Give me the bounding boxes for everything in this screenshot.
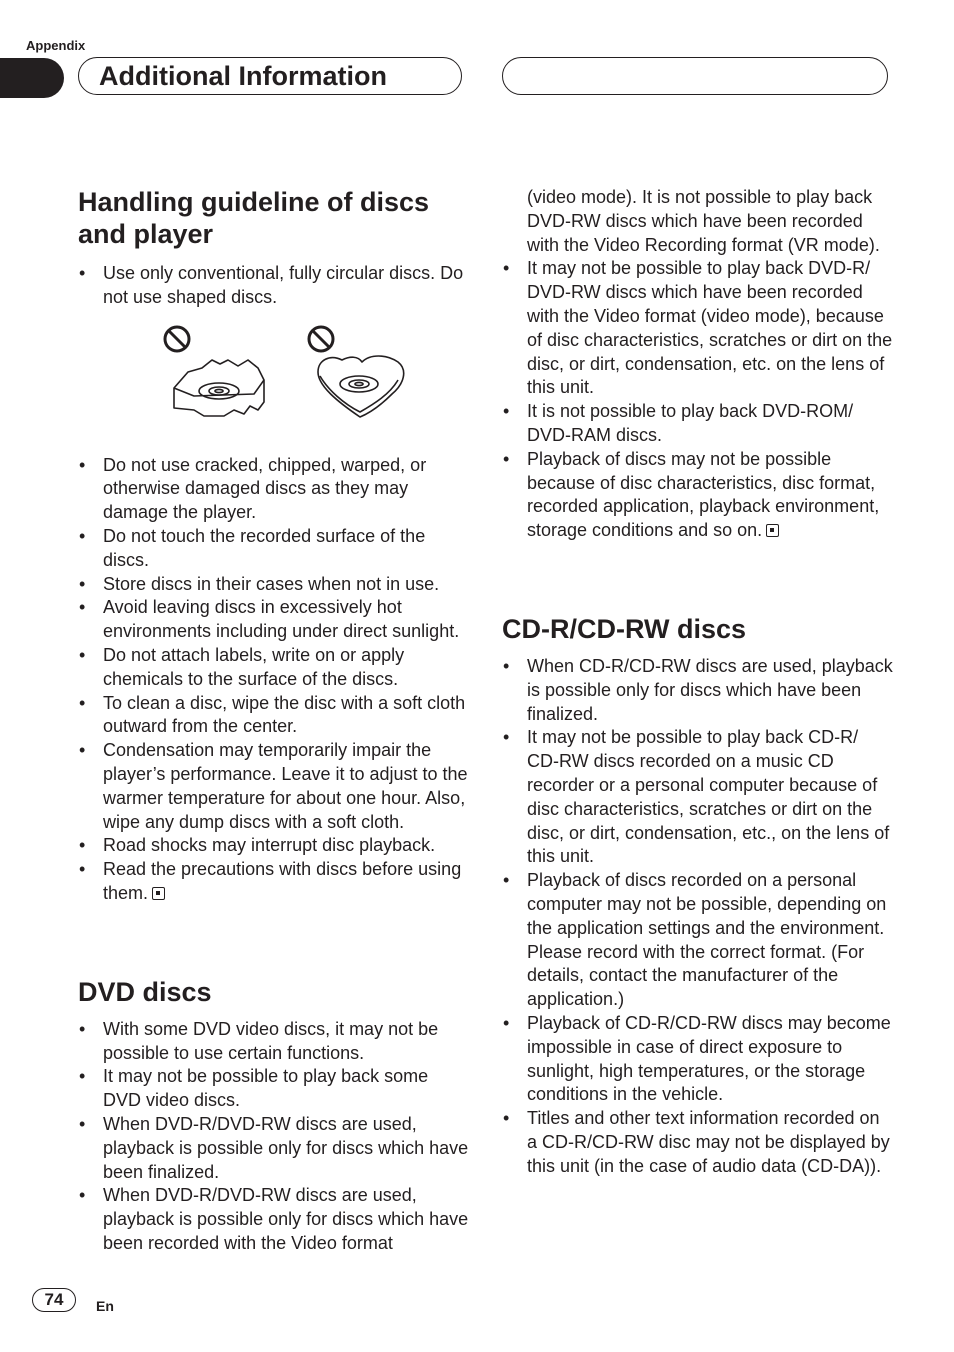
appendix-label: Appendix <box>26 38 86 53</box>
list-item: • Avoid leaving discs in excessively hot environments including under direct sunlight. <box>78 596 470 644</box>
list-item: • Playback of CD-R/CD-RW discs may become impossible in case of direct exposure to sunlight, high temperatures, or the storage conditions in the vehicle. <box>502 1012 894 1107</box>
dvd-list <box>78 1018 470 1256</box>
list-item: • Do not touch the recorded surface of the discs. <box>78 525 470 573</box>
list-item: • Do not use cracked, chipped, warped, or otherwise damaged discs as they may damage the player. <box>78 454 470 525</box>
list-item: • To clean a disc, wipe the disc with a soft cloth outward from the center. <box>78 692 470 740</box>
dvd-heading: DVD discs <box>78 976 212 1007</box>
list-item <box>78 858 470 906</box>
left-column <box>78 186 470 1256</box>
handling-list-b <box>78 454 470 906</box>
list-item: • Condensation may temporarily impair the player’s performance. Leave it to adjust to the warmer temperature for about one hour. Also, wipe any dump discs with a soft cloth. <box>78 739 470 834</box>
list-item: • It may not be possible to play back CD-R/ CD-RW discs recorded on a music CD recorder or a personal computer because of disc characteristics, scratches or dirt on the disc, or dirt, condensation, etc., on the lens of this unit. <box>502 726 894 869</box>
language-label: En <box>96 1298 114 1314</box>
cdr-list <box>502 655 894 1179</box>
list-item: • It may not be possible to play back some DVD video discs. <box>78 1065 470 1113</box>
cdr-heading: CD-R/CD-RW discs <box>502 613 747 644</box>
list-item: • Titles and other text information recorded on a CD-R/CD-RW disc may not be displayed by this unit (in the case of audio data (CD-DA)). <box>502 1107 894 1178</box>
page-number: 74 <box>32 1288 76 1312</box>
list-item: • When DVD-R/DVD-RW discs are used, playback is possible only for discs which have been finalized. <box>78 1113 470 1184</box>
section-tab <box>0 58 64 98</box>
empty-header-box <box>502 57 888 95</box>
dvd-continuation: (video mode). It is not possible to play back DVD-RW discs which have been recorded with the Video Recording format (VR mode). <box>527 187 880 255</box>
list-item: • Store discs in their cases when not in use. <box>78 573 470 597</box>
end-mark-icon <box>152 887 165 900</box>
dvd-list-continued <box>502 257 894 543</box>
list-item: • Road shocks may interrupt disc playback. <box>78 834 470 858</box>
list-item-text: Read the precautions with discs before using them. <box>103 859 462 903</box>
section-title: Additional Information <box>78 57 462 95</box>
list-item: • Use only conventional, fully circular discs. Do not use shaped discs. <box>78 262 470 310</box>
end-mark-icon <box>766 524 779 537</box>
heart-disc-icon <box>318 356 404 417</box>
prohibited-icon <box>165 327 189 351</box>
list-item: • When DVD-R/DVD-RW discs are used, playback is possible only for discs which have been recorded with the Video format <box>78 1184 470 1255</box>
disc-illustration <box>78 324 470 442</box>
list-item <box>502 448 894 543</box>
list-item: • It is not possible to play back DVD-ROM/ DVD-RAM discs. <box>502 400 894 448</box>
right-column <box>502 186 894 1178</box>
prohibited-icon <box>309 327 333 351</box>
list-item-text: Playback of discs may not be possible because of disc characteristics, disc format, recorded application, playback environment, storage conditions and so on. <box>527 448 880 541</box>
handling-heading: Handling guideline of discs and player <box>78 187 430 249</box>
list-item: • Playback of discs recorded on a personal computer may not be possible, depending on the application settings and the environment. Please record with the correct format. (For details, contact the manufacturer of the application.) <box>502 869 894 1012</box>
shaped-discs-figure <box>78 324 470 442</box>
shaped-disc-icon <box>174 360 264 416</box>
handling-list-a <box>78 262 470 310</box>
list-item: • It may not be possible to play back DVD-R/ DVD-RW discs which have been recorded with the Video format (video mode), because of disc characteristics, scratches or dirt on the disc, or dirt, condensation, etc. on the lens of this unit. <box>502 257 894 400</box>
list-item: • With some DVD video discs, it may not be possible to use certain functions. <box>78 1018 470 1066</box>
list-item: • When CD-R/CD-RW discs are used, playback is possible only for discs which have been finalized. <box>502 655 894 726</box>
list-item: • Do not attach labels, write on or apply chemicals to the surface of the discs. <box>78 644 470 692</box>
